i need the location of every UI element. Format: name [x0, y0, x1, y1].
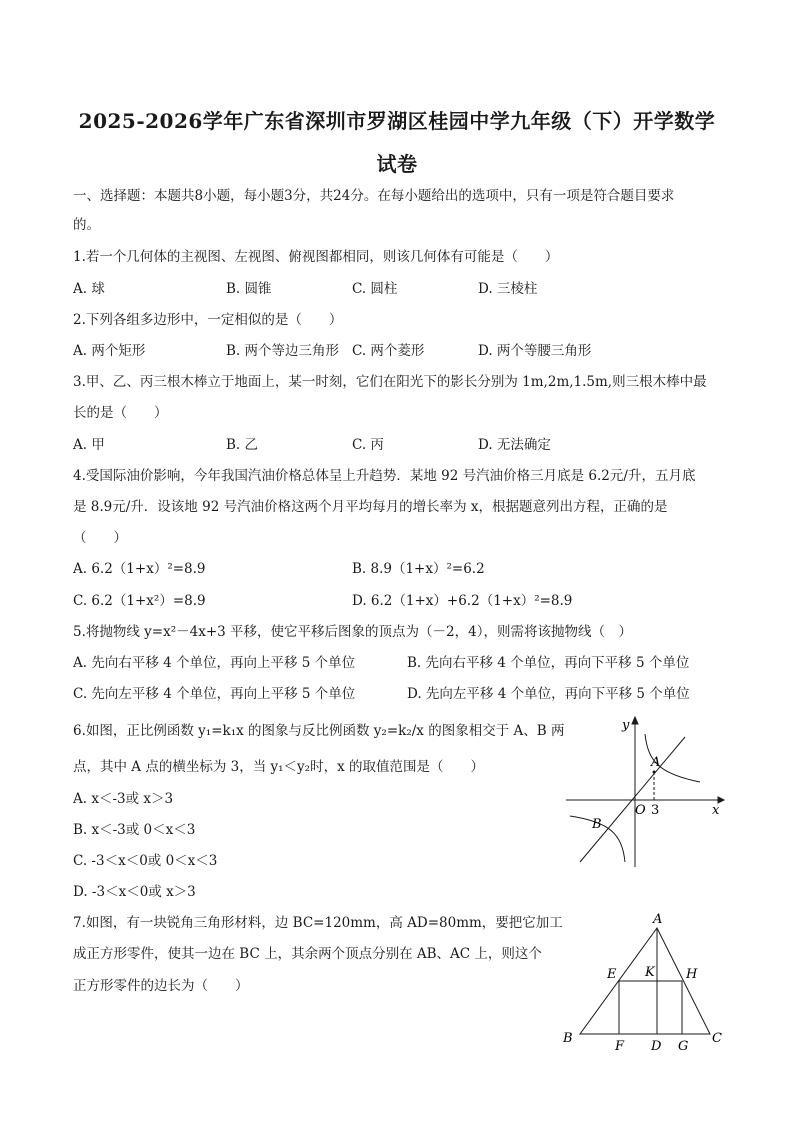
- q7-label-c: C: [712, 1031, 722, 1046]
- q4-option-c: C. 6.2（1+x²）=8.9: [73, 593, 206, 609]
- q7-label-d: D: [651, 1039, 662, 1054]
- q3-option-d: D. 无法确定: [478, 437, 551, 453]
- q4-option-b: B. 8.9（1+x）²=6.2: [352, 561, 485, 577]
- q6-option-a: A. x＜-3或 x＞3: [73, 791, 174, 807]
- q5-option-d: D. 先向左平移 4 个单位，再向下平移 5 个单位: [407, 686, 690, 702]
- q4-stem-line2: 是 8.9元/升．设该地 92 号汽油价格这两个月平均每月的增长率为 x，根据题意列出方程，正确的是: [73, 499, 668, 515]
- q6-label-y: y: [622, 718, 630, 733]
- q3-option-b: B. 乙: [226, 437, 259, 453]
- q6-stem-line2: 点，其中 A 点的横坐标为 3，当 y₁＜y₂时，x 的取值范围是（ ）: [73, 759, 484, 775]
- q5-option-c: C. 先向左平移 4 个单位，再向上平移 5 个单位: [73, 686, 356, 702]
- q7-figure: [555, 908, 735, 1058]
- q5-option-b: B. 先向右平移 4 个单位，再向下平移 5 个单位: [407, 655, 690, 671]
- q1-option-c: C. 圆柱: [352, 281, 398, 297]
- q3-option-c: C. 丙: [352, 437, 384, 453]
- q6-label-o: O: [635, 803, 646, 818]
- paper-title-line1: 2025-2026学年广东省深圳市罗湖区桂园中学九年级（下）开学数学: [78, 109, 716, 133]
- q5-stem: 5.将抛物线 y=x²－4x+3 平移，使它平移后图象的顶点为（－2，4），则需将该抛物线（ ）: [73, 624, 632, 640]
- section-header-cont: 的。: [73, 217, 100, 233]
- q6-label-3: 3: [651, 803, 660, 818]
- q7-label-f: F: [615, 1039, 625, 1054]
- q2-option-a: A. 两个矩形: [73, 343, 146, 359]
- q2-option-b: B. 两个等边三角形: [226, 343, 340, 359]
- q3-stem-line2: 长的是（ ）: [73, 405, 168, 421]
- q7-label-e: E: [607, 967, 617, 982]
- q7-label-g: G: [678, 1039, 689, 1054]
- q6-point-a: [653, 771, 656, 774]
- q4-option-a: A. 6.2（1+x）²=8.9: [73, 561, 206, 577]
- q6-stem-line1: 6.如图，正比例函数 y₁=k₁x 的图象与反比例函数 y₂=k₂/x 的图象相交于 A、B 两: [73, 723, 565, 739]
- q6-option-b: B. x＜-3或 0＜x＜3: [73, 822, 196, 838]
- q6-y-arrow: [632, 717, 638, 724]
- q7-stem-line3: 正方形零件的边长为（ ）: [73, 978, 249, 994]
- q7-stem-line1: 7.如图，有一块锐角三角形材料，边 BC=120mm，高 AD=80mm，要把它加工: [73, 915, 563, 931]
- q1-option-b: B. 圆锥: [226, 281, 272, 297]
- q7-label-h: H: [686, 967, 698, 982]
- q7-label-k: K: [645, 965, 655, 980]
- paper-title-line2: 试卷: [376, 152, 418, 176]
- q6-label-a: A: [651, 755, 661, 770]
- q6-label-b: B: [592, 817, 602, 832]
- q6-option-c: C. -3＜x＜0或 0＜x＜3: [73, 853, 218, 869]
- q3-option-a: A. 甲: [73, 437, 105, 453]
- q2-stem: 2.下列各组多边形中，一定相似的是（ ）: [73, 312, 343, 328]
- q7-square-efgh: [619, 981, 682, 1034]
- q4-stem-line1: 4.受国际油价影响，今年我国汽油价格总体呈上升趋势．某地 92 号汽油价格三月底是 6.2元/升，五月底: [73, 468, 696, 484]
- q4-option-d: D. 6.2（1+x）+6.2（1+x）²=8.9: [352, 593, 573, 609]
- q5-option-a: A. 先向右平移 4 个单位，再向上平移 5 个单位: [73, 655, 356, 671]
- q3-stem-line1: 3.甲、乙、丙三根木棒立于地面上，某一时刻，它们在阳光下的影长分别为 1m,2m,1.5m,则三根木棒中最: [73, 374, 707, 390]
- q1-option-a: A. 球: [73, 281, 105, 297]
- section-header: [73, 190, 674, 204]
- q4-stem-line3: （ ）: [73, 530, 127, 546]
- q7-label-b: B: [563, 1031, 573, 1046]
- q1-stem: 1.若一个几何体的主视图、左视图、俯视图都相同，则该几何体有可能是（ ）: [73, 249, 559, 265]
- q7-stem-line2: 成正方形零件，使其一边在 BC 上，其余两个顶点分别在 AB、AC 上，则这个: [73, 946, 542, 962]
- q6-label-x: x: [712, 803, 720, 818]
- q2-option-d: D. 两个等腰三角形: [478, 343, 592, 359]
- q2-option-c: C. 两个菱形: [352, 343, 425, 359]
- section-header-line1: 一、选择题：本题共8小题，每小题3分，共24分。在每小题给出的选项中，只有一项是符合题目要求: [73, 188, 675, 204]
- q1-option-d: D. 三棱柱: [478, 281, 538, 297]
- q6-figure: [560, 712, 730, 872]
- q7-label-a: A: [653, 912, 663, 927]
- q6-option-d: D. -3＜x＜0或 x＞3: [73, 884, 196, 900]
